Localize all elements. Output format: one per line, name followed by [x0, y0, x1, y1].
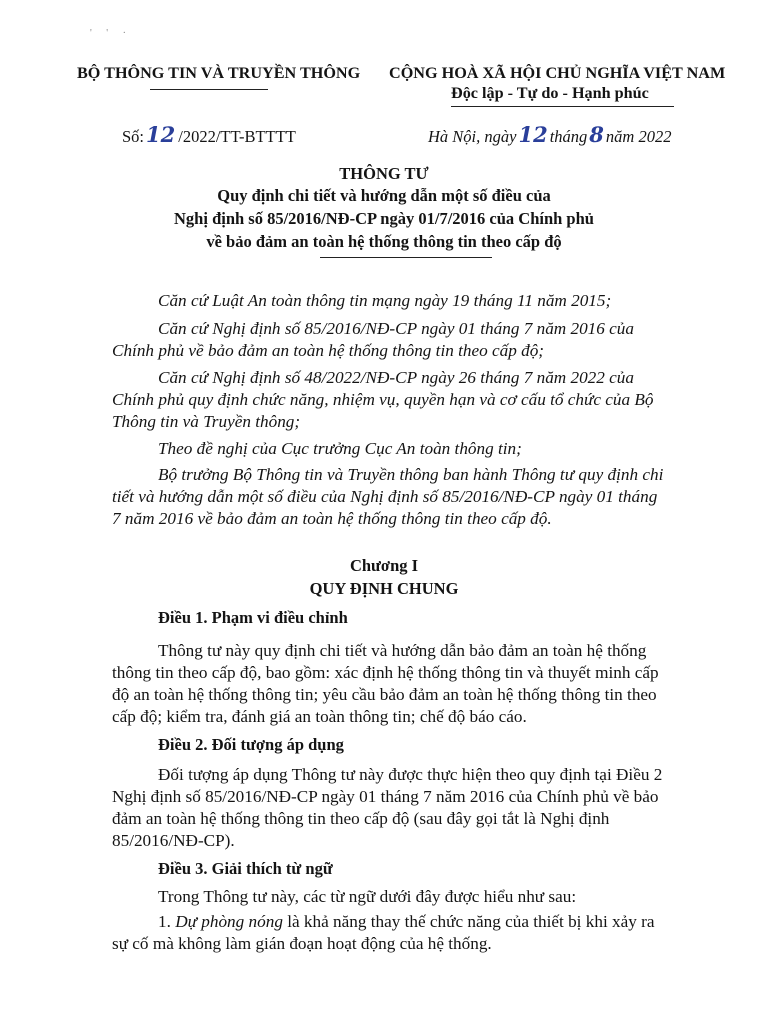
issuing-ministry: BỘ THÔNG TIN VÀ TRUYỀN THÔNG: [77, 64, 361, 82]
preamble-line: 7 năm 2016 về bảo đảm an toàn hệ thống thông tin theo cấp độ.: [112, 509, 552, 528]
item-number: 1.: [158, 912, 171, 931]
article-1-line: cấp độ; kiểm tra, đánh giá an toàn thông tin; chế độ báo cáo.: [112, 707, 527, 726]
motto-underline: [451, 106, 674, 107]
article-3-item-1-line-2: sự cố mà không làm gián đoạn hoạt động của hệ thống.: [112, 934, 492, 953]
number-prefix: Số:: [122, 127, 145, 146]
year-label: năm 2022: [605, 127, 672, 146]
article-2-line: đảm an toàn hệ thống thông tin theo cấp độ (sau đây gọi tắt là Nghị định: [112, 809, 610, 828]
article-2-line: Đối tượng áp dụng Thông tư này được thực hiện theo quy định tại Điều 2: [158, 765, 663, 784]
scan-marks: ' ' ·: [90, 28, 132, 39]
article-1-heading: Điều 1. Phạm vi điều chỉnh: [158, 608, 348, 627]
handwritten-number: 12: [146, 122, 176, 147]
month-label: tháng: [549, 127, 588, 146]
national-title: CỘNG HOÀ XÃ HỘI CHỦ NGHĨA VIỆT NAM: [389, 64, 726, 82]
national-motto: Độc lập - Tự do - Hạnh phúc: [451, 84, 649, 102]
handwritten-month: 8: [589, 122, 604, 147]
preamble-line: Căn cứ Nghị định số 85/2016/NĐ-CP ngày 01 tháng 7 năm 2016 của: [158, 319, 634, 338]
article-3-intro: Trong Thông tư này, các từ ngữ dưới đây được hiểu như sau:: [158, 887, 577, 906]
preamble-line: Theo đề nghị của Cục trưởng Cục An toàn thông tin;: [158, 439, 522, 458]
preamble-line: Căn cứ Luật An toàn thông tin mạng ngày 19 tháng 11 năm 2015;: [158, 291, 612, 310]
document-title-line-1: Quy định chi tiết và hướng dẫn một số điều của: [217, 186, 551, 205]
article-2-line: 85/2016/NĐ-CP).: [112, 831, 235, 850]
handwritten-day: 12: [518, 122, 548, 147]
preamble-line: Bộ trưởng Bộ Thông tin và Truyền thông ban hành Thông tư quy định chi: [158, 465, 664, 484]
title-underline: [320, 257, 492, 258]
article-2-heading: Điều 2. Đối tượng áp dụng: [158, 735, 344, 754]
preamble-line: Chính phủ quy định chức năng, nhiệm vụ, quyền hạn và cơ cấu tổ chức của Bộ: [112, 390, 654, 409]
preamble-line: Căn cứ Nghị định số 48/2022/NĐ-CP ngày 26 tháng 7 năm 2022 của: [158, 368, 634, 387]
place-and-date: [428, 122, 671, 147]
chapter-number: Chương I: [349, 556, 419, 575]
preamble-line: tiết và hướng dẫn một số điều của Nghị định số 85/2016/NĐ-CP ngày 01 tháng: [112, 487, 658, 506]
number-suffix: /2022/TT-BTTTT: [178, 127, 296, 146]
article-1-line: độ an toàn hệ thống thông tin; yêu cầu bảo đảm an toàn hệ thống thông tin theo: [112, 685, 657, 704]
article-3-item-1: [158, 911, 654, 932]
preamble-line: Thông tin và Truyền thông;: [112, 412, 301, 431]
ministry-underline: [150, 89, 268, 90]
article-3-heading: Điều 3. Giải thích từ ngữ: [158, 859, 333, 878]
document-type: THÔNG TƯ: [339, 164, 429, 183]
preamble-line: Chính phủ về bảo đảm an toàn hệ thống thông tin theo cấp độ;: [112, 341, 545, 360]
article-1-line: Thông tư này quy định chi tiết và hướng dẫn bảo đảm an toàn hệ thống: [158, 641, 647, 660]
document-title-line-2: Nghị định số 85/2016/NĐ-CP ngày 01/7/2016 của Chính phủ: [174, 209, 594, 228]
term-definition: là khả năng thay thế chức năng của thiết bị khi xảy ra: [287, 912, 655, 931]
defined-term: Dự phòng nóng: [175, 912, 283, 931]
document-number: [122, 122, 296, 147]
chapter-name: QUY ĐỊNH CHUNG: [309, 579, 459, 598]
place-label: Hà Nội, ngày: [428, 127, 517, 146]
article-1-line: thông tin theo cấp độ, bao gồm: xác định hệ thống thông tin và thuyết minh cấp: [112, 663, 659, 682]
document-title-line-3: về bảo đảm an toàn hệ thống thông tin theo cấp độ: [206, 232, 562, 251]
article-2-line: Nghị định số 85/2016/NĐ-CP ngày 01 tháng 7 năm 2016 của Chính phủ về bảo: [112, 787, 659, 806]
